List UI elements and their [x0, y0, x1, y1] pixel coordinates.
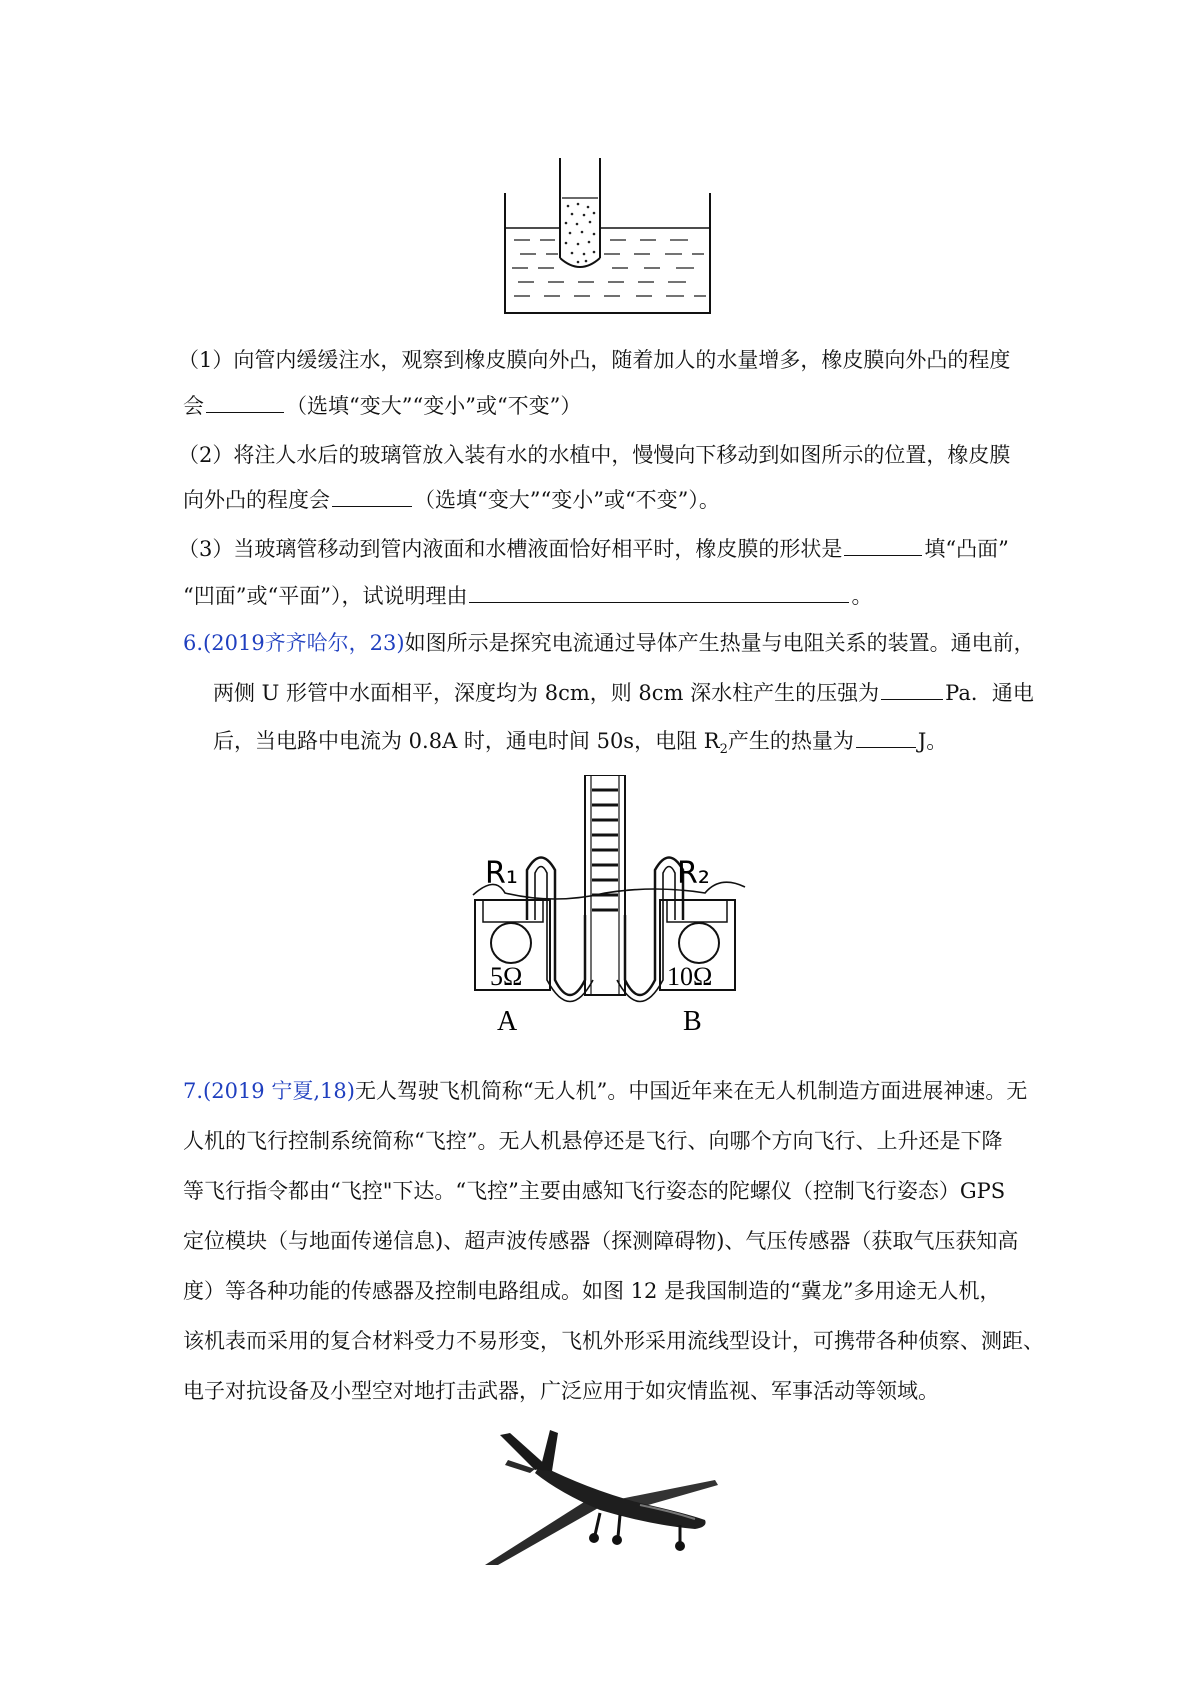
q5-sub3-line1	[178, 533, 1009, 565]
q5-sub3-reason-blank[interactable]	[469, 582, 849, 603]
q5-sub2-prefix: 向外凸的程度会	[183, 488, 330, 512]
q5-sub1-prefix: 会	[183, 394, 204, 418]
q7-line7: 电子对抗设备及小型空对地打击武器，广泛应用于如灾情监视、军事活动等领域。	[183, 1379, 939, 1403]
q6-heat-blank[interactable]	[856, 727, 916, 748]
q6-number: 6.	[183, 631, 204, 655]
q5-sub2-answer-blank[interactable]	[332, 486, 412, 507]
q6-line3	[213, 725, 947, 766]
glass-tube-water-tank-figure	[500, 158, 715, 318]
q5-sub1-line1: （1）向管内缓缓注水，观察到橡皮膜向外凸，随着加人的水量增多，橡皮膜向外凸的程度	[178, 348, 1011, 372]
q6-text-3c: J。	[917, 729, 948, 753]
q6-line2	[213, 677, 1034, 709]
q5-sub3-reason-suffix: 。	[851, 584, 873, 608]
q6-r2-subscript: 2	[719, 742, 728, 758]
resistor-u-tube-figure	[455, 775, 755, 1035]
q6-text-2: 两侧 U 形管中水面相平，深度均为 8cm，则 8cm 深水柱产生的压强为	[213, 681, 880, 705]
resistance-5-ohm-label: 5Ω	[490, 962, 523, 991]
q5-sub1-suffix: （选填“变大”“变小”或“不变”）	[286, 394, 582, 418]
q7-line6: 该机表而采用的复合材料受力不易形变，飞机外形采用流线型设计，可携带各种侦察、测距、	[183, 1329, 1044, 1353]
q7-line1	[183, 1075, 1027, 1107]
q6-pressure-blank[interactable]	[881, 679, 943, 700]
r2-label: R₂	[677, 856, 710, 891]
q6-text-2b: Pa．通电	[945, 681, 1034, 705]
r1-label: R₁	[485, 856, 518, 891]
q5-sub2-line2	[183, 484, 720, 516]
q5-sub3-line2	[183, 580, 872, 612]
q5-sub3-suffix: 填“凸面”	[924, 537, 1009, 561]
q5-sub1-answer-blank[interactable]	[206, 392, 284, 413]
q6-text-3b: 产生的热量为	[727, 729, 854, 753]
q5-sub2-suffix: （选填“变大”“变小”或“不变”）。	[414, 488, 720, 512]
q5-sub3-answer-blank[interactable]	[844, 535, 922, 556]
resistance-10-ohm-label: 10Ω	[667, 962, 713, 991]
q5-sub1-line2	[183, 390, 581, 422]
q6-text-1: 如图所示是探究电流通过导体产生热量与电阻关系的装置。通电前，	[404, 631, 1035, 655]
q5-sub2-line1: （2）将注人水后的玻璃管放入装有水的水植中，慢慢向下移动到如图所示的位置，橡皮膜	[178, 443, 1011, 467]
q7-source: 7.(2019 宁夏,18)	[183, 1079, 355, 1103]
q6-source: (2019齐齐哈尔，23)	[203, 631, 405, 655]
q6-line1	[183, 627, 1035, 659]
container-b-label: B	[683, 1006, 702, 1035]
container-a-label: A	[497, 1006, 518, 1035]
q6-text-3: 后，当电路中电流为 0.8A 时，通电时间 50s，电阻 R	[213, 729, 720, 753]
q7-line4: 定位模块（与地面传递信息)、超声波传感器（探测障碍物)、气压传感器（获取气压获知高	[183, 1229, 1019, 1253]
q7-line5: 度）等各种功能的传感器及控制电路组成。如图 12 是我国制造的“冀龙”多用途无人机，	[183, 1279, 1001, 1303]
q7-line3: 等飞行指令都由“飞控"下达。“飞控”主要由感知飞行姿态的陀螺仪（控制飞行姿态）GPS	[183, 1179, 1006, 1203]
drone-figure	[480, 1425, 730, 1575]
q7-line2: 人机的飞行控制系统简称“飞控”。无人机悬停还是飞行、向哪个方向飞行、上升还是下降	[183, 1129, 1003, 1153]
q5-sub3-prefix: （3）当玻璃管移动到管内液面和水槽液面恰好相平时，橡皮膜的形状是	[178, 537, 843, 561]
q5-sub3-reason-prefix: “凹面”或“平面”），试说明理由	[183, 584, 468, 608]
q7-text-1: 无人驾驶飞机简称“无人机”。中国近年来在无人机制造方面进展神速。无	[354, 1079, 1028, 1103]
